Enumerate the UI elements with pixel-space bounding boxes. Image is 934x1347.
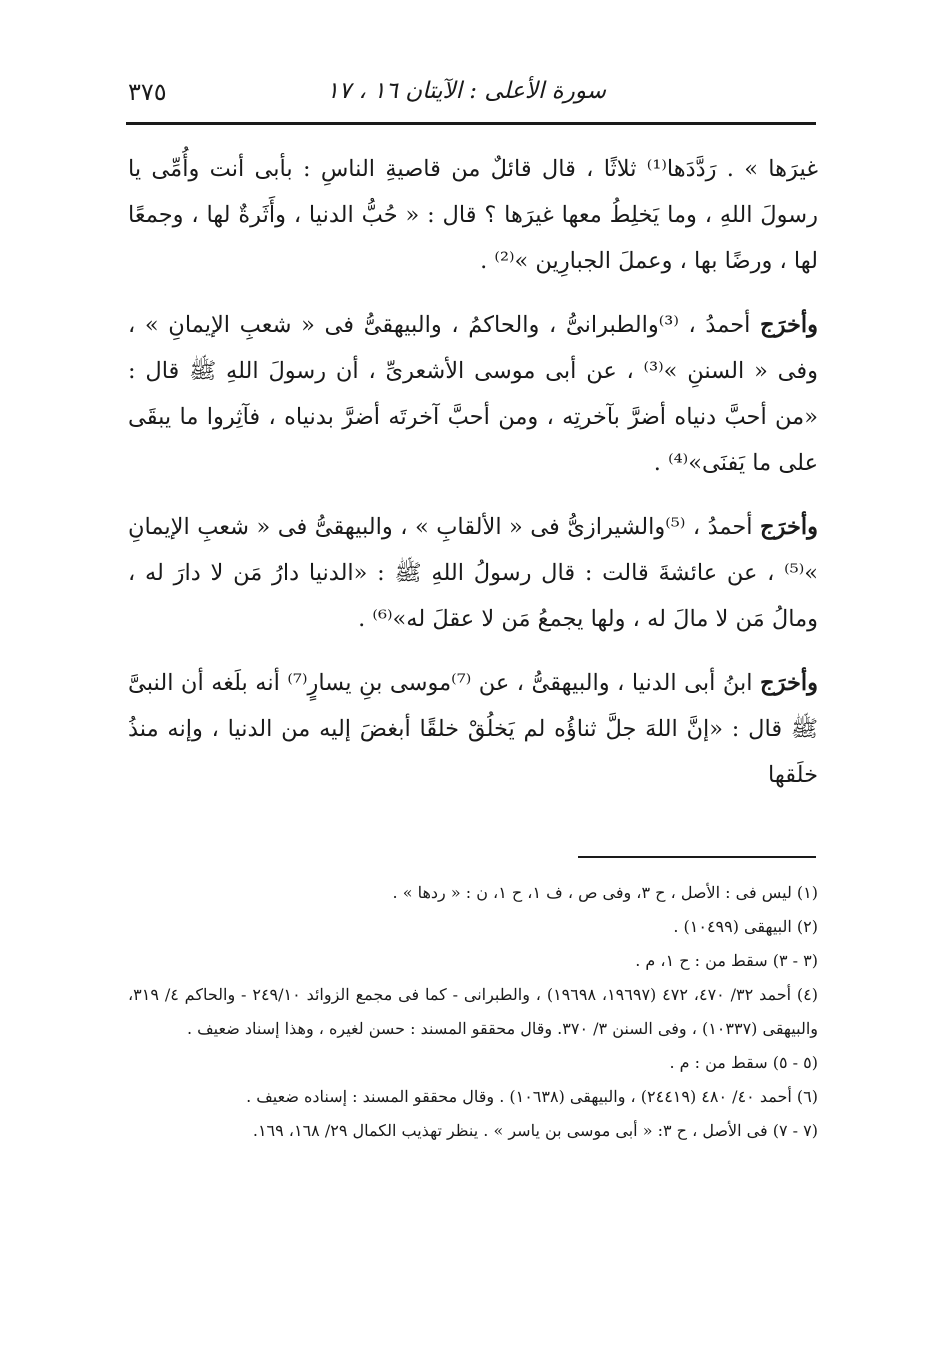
header-rule [126, 122, 816, 125]
paragraph [128, 302, 818, 486]
paragraph [128, 504, 818, 642]
paragraph-lead: وأخرَج [760, 670, 819, 696]
footnote-rule [578, 856, 816, 858]
page-header [128, 74, 816, 118]
paragraph [128, 660, 818, 798]
footnote: (٤) أحمد ٣٢/ ٤٧٠، ٤٧٢ (١٩٦٩٧، ١٩٦٩٨) ، والطبرانى - كما فى مجمع الزوائد ٢٤٩/١٠ - والحاكم ٤/ ٣١٩، والبيهقى (١٠٣٣٧) ، وفى السنن ٣/ ٣٧٠. وقال محققو المسند : حسن لغيره ، وهذا إسناد ضعيف . [128, 985, 819, 1038]
paragraph-lead: وأخرَج [760, 312, 819, 338]
footnote: (٢) البيهقى (١٠٤٩٩) . [673, 917, 818, 936]
paragraph-text: غيرَها » . رَدَّدَها⁽¹⁾ ثلاثًا ، قال قائلٌ من قاصيةِ الناسِ : بأبى أنت وأُمِّى يا رسولَ اللهِ ، وما يَخلِطُ معها غيرَها ؟ قال : « حُبُّ الدنيا ، وأَثَرةٌ لها ، وجمعًا لها ، ورضًا بها ، وعملَ الجبارِين »⁽²⁾ . [128, 156, 819, 274]
footnotes [128, 876, 818, 1148]
paragraph-lead: وأخرَج [760, 514, 818, 540]
paragraph-text: أحمدُ ، ⁽⁵⁾والشيرازىُّ فى « الألقابِ » ، والبيهقىُّ فى « شعبِ الإيمانِ »⁽⁵⁾ ، عن عائشةَ قالت : قال رسولُ اللهِ ﷺ : «الدنيا دارُ مَن لا دارَ له ، ومالُ مَن لا مالَ له ، ولها يجمعُ مَن لا عقلَ له»⁽⁶⁾ . [128, 514, 818, 632]
running-title: سورة الأعلى : الآيتان ١٦ ، ١٧ [326, 78, 606, 104]
page-number: ٣٧٥ [128, 78, 167, 106]
footnote: (٥ - ٥) سقط من : م . [669, 1053, 818, 1072]
footnote: (٣ - ٣) سقط من : ح ١، م . [635, 951, 818, 970]
paragraph-text: أحمدُ ، ⁽³⁾والطبرانىُّ ، والحاكمُ ، والبيهقىُّ فى « شعبِ الإيمانِ » ، وفى « السننِ »⁽³⁾ ، عن أبى موسى الأشعرىِّ ، أن رسولَ اللهِ ﷺ قال : «من أحبَّ دنياه أضرَّ بآخرتِه ، ومن أحبَّ آخرتَه أضرَّ بدنياه ، فآثِروا ما يبقَى على ما يَفنَى»⁽⁴⁾ . [128, 312, 818, 476]
paragraph [128, 146, 818, 284]
footnote: (١) ليس فى : الأصل ، ح ٣، وفى ص ، ف ١، ح ١، ن : « ردها » . [392, 883, 818, 902]
footnote: (٦) أحمد ٤٠/ ٤٨٠ (٢٤٤١٩) ، والبيهقى (١٠٦٣٨) . وقال محققو المسند : إسناده ضعيف . [246, 1087, 818, 1106]
paragraph-text: ابنُ أبى الدنيا ، والبيهقىُّ ، عن ⁽⁷⁾موسى بنِ يسارٍ⁽⁷⁾ أنه بلَغه أن النبىَّ ﷺ قال : «إنَّ اللهَ جلَّ ثناؤُه لم يَخلُقْ خلقًا أبغضَ إليه من الدنيا ، وإنه منذُ خلَقها [128, 670, 818, 788]
footnote: (٧ - ٧) فى الأصل ، ح ٣: « أبى موسى بن ياسر » . ينظر تهذيب الكمال ٢٩/ ١٦٨، ١٦٩. [252, 1121, 818, 1140]
main-text [128, 146, 818, 798]
